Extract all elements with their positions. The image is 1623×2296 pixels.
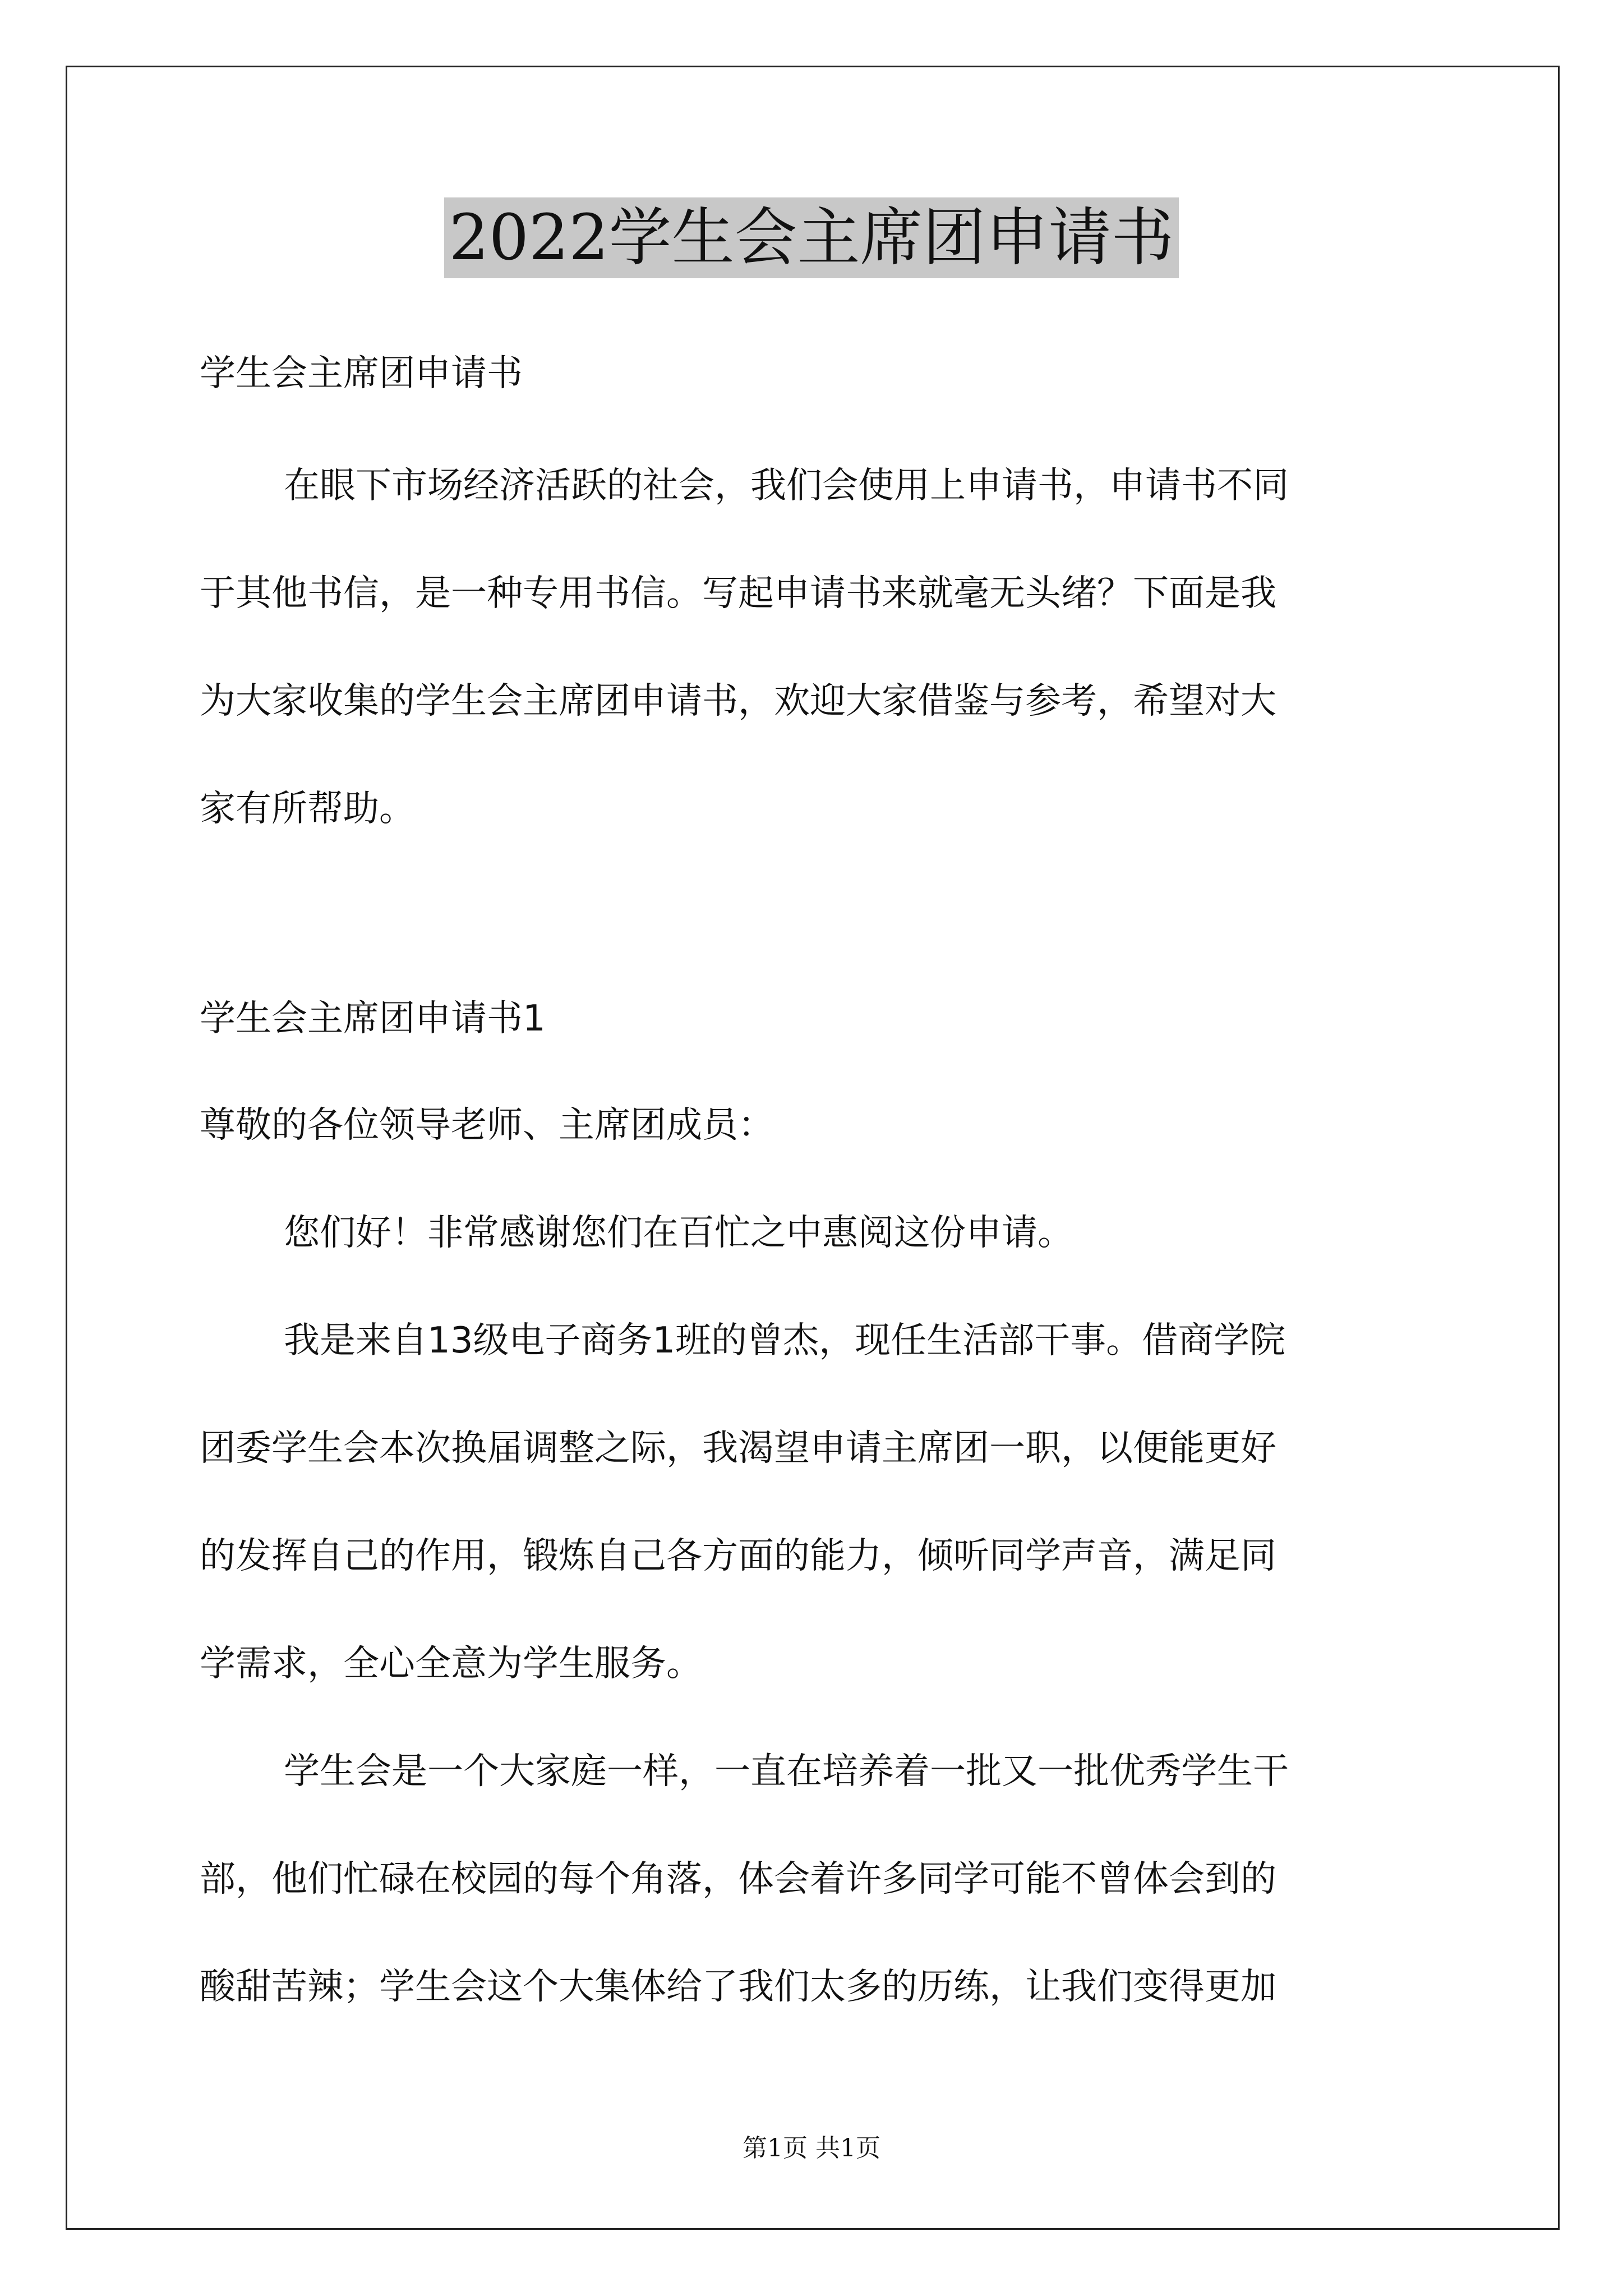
salutation: 尊敬的各位领导老师、主席团成员： — [200, 1105, 774, 1146]
paragraph-line: 于其他书信，是一种专用书信。写起申请书来就毫无头绪？下面是我 — [200, 573, 1276, 614]
paragraph-line: 团委学生会本次换届调整之际，我渴望申请主席团一职，以便能更好 — [200, 1428, 1276, 1469]
paragraph-line: 在眼下市场经济活跃的社会，我们会使用上申请书，申请书不同 — [284, 465, 1289, 507]
paragraph-line: 家有所帮助。 — [200, 788, 415, 830]
paragraph-line: 部，他们忙碌在校园的每个角落，体会着许多同学可能不曾体会到的 — [200, 1858, 1276, 1900]
paragraph-line: 学生会是一个大家庭一样，一直在培养着一批又一批优秀学生干 — [284, 1751, 1289, 1792]
title-container — [0, 197, 1623, 278]
paragraph-line: 学需求，全心全意为学生服务。 — [200, 1643, 702, 1685]
paragraph-line: 我是来自13级电子商务1班的曾杰，现任生活部干事。借商学院 — [284, 1320, 1286, 1361]
paragraph-line: 酸甜苦辣；学生会这个大集体给了我们太多的历练，让我们变得更加 — [200, 1966, 1276, 2008]
document-title: 2022学生会主席团申请书 — [444, 197, 1178, 278]
paragraph-line: 为大家收集的学生会主席团申请书，欢迎大家借鉴与参考，希望对大 — [200, 680, 1276, 722]
page-footer: 第1页 共1页 — [743, 2134, 880, 2162]
document-subtitle: 学生会主席团申请书 — [200, 353, 523, 394]
paragraph-line: 您们好！非常感谢您们在百忙之中惠阅这份申请。 — [284, 1212, 1073, 1254]
paragraph-line: 的发挥自己的作用，锻炼自己各方面的能力，倾听同学声音，满足同 — [200, 1535, 1276, 1577]
section-heading: 学生会主席团申请书1 — [200, 998, 546, 1039]
